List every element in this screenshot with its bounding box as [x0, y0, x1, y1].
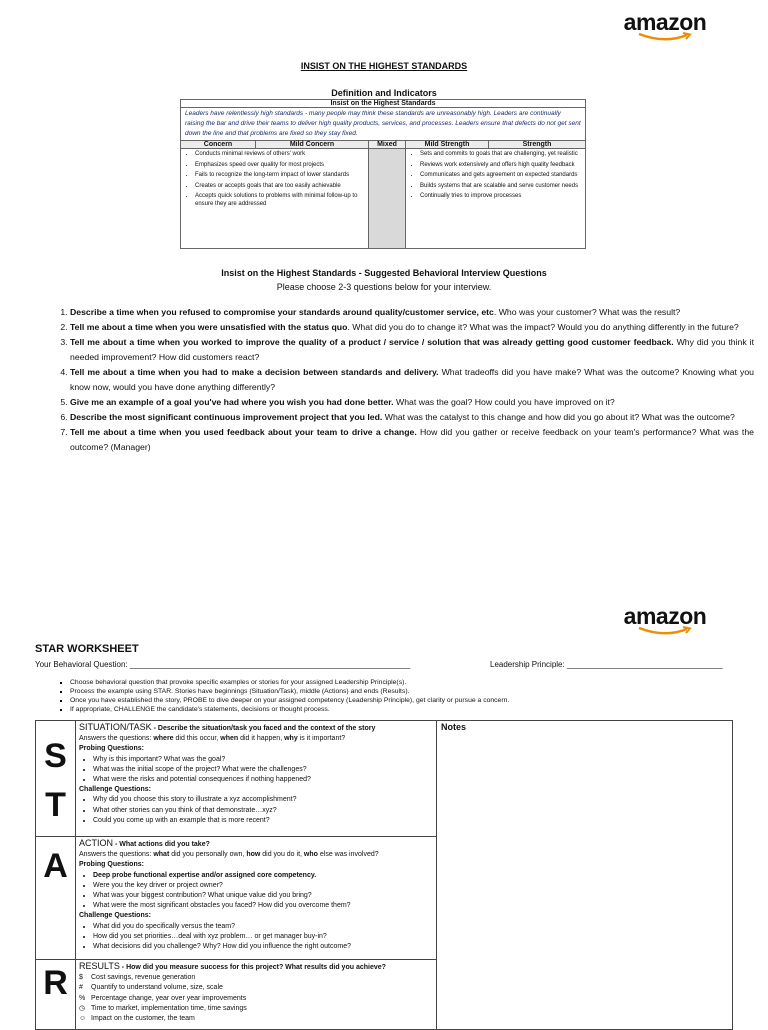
behavioral-question-line — [35, 660, 723, 669]
result-text: Cost savings, revenue generation — [91, 974, 196, 982]
amazon-logo — [620, 10, 710, 42]
amazon-logo-text: amazon — [623, 603, 707, 629]
list-item: • Why is this important? What was the goal? — [93, 755, 433, 765]
letter-a: A — [43, 847, 68, 885]
action-heading: ACTION — [79, 838, 114, 848]
amazon-logo — [620, 604, 710, 636]
question-bold: Give me an example of a goal you've had where you wish you had done better. — [70, 397, 394, 407]
letter-t: T — [45, 786, 66, 824]
result-item — [79, 973, 433, 983]
list-item: • Fails to recognize the long-term impact of lower standards — [195, 172, 366, 180]
strength-list — [408, 151, 583, 201]
question-bold: Tell me about a time when you had to make a decision between standards and delivery. — [70, 367, 439, 377]
clock-icon: ◷ — [79, 1004, 86, 1012]
question-bold: Describe a time when you refused to compromise your standards around quality/customer service, etc — [70, 307, 494, 317]
list-item: • Continually tries to improve processes — [420, 193, 583, 201]
probing-label: Probing Questions: — [79, 861, 144, 869]
result-text: Time to market, implementation time, time savings — [91, 1004, 247, 1012]
list-item: • What was your biggest contribution? What unique value did you bring? — [93, 891, 433, 901]
result-item — [79, 1004, 433, 1014]
letter-st-cell — [36, 721, 76, 837]
list-item: • What was the initial scope of the project? What were the challenges? — [93, 765, 433, 775]
probing-label: Probing Questions: — [79, 745, 144, 753]
probing-list — [79, 871, 433, 912]
result-item — [79, 983, 433, 993]
column-mixed: Mixed — [369, 141, 406, 149]
answers-text: else was involved? — [317, 851, 379, 859]
action-heading-desc: - What actions did you take? — [113, 841, 210, 848]
list-item: • Creates or accepts goals that are too easily achievable — [195, 183, 366, 191]
worksheet-title: STAR WORKSHEET — [35, 643, 139, 655]
percent-icon: % — [79, 994, 86, 1002]
page-title: INSIST ON THE HIGHEST STANDARDS — [300, 61, 468, 71]
results-heading-desc: - How did you measure success for this project? What results did you achieve? — [119, 964, 386, 971]
answers-text: did this occur, — [173, 735, 221, 743]
question-rest: How did you gather or receive feedback on your team's performance? What was the outcome? (Manager) — [70, 427, 754, 452]
list-item: • Were you the key driver or project owner? — [93, 881, 433, 891]
dollar-icon: $ — [79, 974, 83, 982]
instruction-list — [52, 678, 509, 714]
action-heading-line — [79, 838, 433, 850]
list-item: • What did you do specifically versus the team? — [93, 922, 433, 932]
hash-icon: # — [79, 984, 83, 992]
challenge-list — [79, 922, 433, 953]
questions-heading: Insist on the Highest Standards - Suggested Behavioral Interview Questions — [221, 268, 547, 278]
answers-text: did it happen, — [238, 735, 285, 743]
answers-keyword: how — [246, 851, 261, 859]
list-item: ▪ Once you have established the story, PROBE to dive deeper on your assigned competency (Leadership Principle), get clarity or pursue a concern. — [70, 696, 509, 705]
challenge-label: Challenge Questions: — [79, 786, 151, 794]
list-item: • What decisions did you challenge? Why? How did you influence the right outcome? — [93, 942, 433, 952]
result-item — [79, 994, 433, 1004]
list-item: • Sets and commits to goals that are challenging, yet realistic — [420, 151, 583, 159]
results-cell — [76, 960, 437, 1030]
questions-subheading: Please choose 2-3 questions below for your interview. — [276, 282, 492, 292]
answers-text: Answers the questions: — [79, 735, 154, 743]
result-item — [79, 1014, 433, 1024]
amazon-logo-text: amazon — [623, 9, 707, 35]
behavioral-question-label: Your Behavioral Question: _______________________________________________________________ — [35, 660, 411, 669]
notes-cell[interactable] — [437, 721, 733, 1030]
list-item — [70, 335, 754, 365]
column-strength: Strength — [489, 141, 586, 149]
list-item: • Conducts minimal reviews of others' work — [195, 151, 366, 159]
answers-text: is it important? — [297, 735, 346, 743]
result-text: Percentage change, year over year improvements — [91, 994, 247, 1002]
action-cell — [76, 837, 437, 960]
question-bold: Tell me about a time when you worked to improve the quality of a product / service / solution that was already getting good customer feedback. — [70, 337, 674, 347]
list-item: ▪ Process the example using STAR. Stories have beginnings (Situation/Task), middle (Actions) and ends (Results). — [70, 687, 509, 696]
list-item: • Deep probe functional expertise and/or assigned core competency. — [93, 871, 433, 881]
list-item: • Why did you choose this story to illustrate a xyz accomplishment? — [93, 795, 433, 805]
list-item: • Emphasizes speed over quality for most projects — [195, 162, 366, 170]
situation-heading-desc: - Describe the situation/task you faced and the context of the story — [151, 725, 376, 732]
results-heading-line — [79, 961, 433, 973]
definition-table — [180, 99, 586, 249]
situation-heading: SITUATION/TASK — [79, 722, 152, 732]
probing-list — [79, 755, 433, 786]
list-item — [70, 305, 754, 320]
list-item: • Reviews work extensively and offers high quality feedback — [420, 162, 583, 170]
answers-keyword: when — [220, 735, 239, 743]
answers-keyword: what — [153, 851, 170, 859]
result-text: Quantify to understand volume, size, scale — [91, 984, 223, 992]
list-item — [70, 395, 754, 410]
list-item: ▪ Choose behavioral question that provoke specific examples or stories for your assigned Leadership Principle(s). — [70, 678, 509, 687]
section-subtitle: Definition and Indicators — [331, 88, 437, 98]
question-bold: Tell me about a time when you were unsatisfied with the status quo — [70, 322, 348, 332]
situation-task-cell — [76, 721, 437, 837]
column-mild-strength: Mild Strength — [406, 141, 489, 149]
strength-cell — [406, 149, 586, 249]
question-rest: . What did you do to change it? What was the impact? Would you do anything differently in the future? — [347, 322, 739, 332]
list-item: • Accepts quick solutions to problems with minimal follow-up to ensure they are addressed — [195, 193, 366, 208]
smiley-icon: ☺ — [79, 1015, 87, 1023]
situation-heading-line — [79, 722, 433, 734]
leadership-principle-label: Leadership Principle: ___________________________________ — [490, 660, 723, 669]
question-rest: . Who was your customer? What was the result? — [493, 307, 681, 317]
list-item — [70, 425, 754, 455]
answers-text: did you personally own, — [169, 851, 247, 859]
answers-keyword: who — [303, 851, 318, 859]
column-concern: Concern — [181, 141, 256, 149]
list-item: • What other stories can you think of that demonstrate…xyz? — [93, 806, 433, 816]
challenge-list — [79, 795, 433, 826]
letter-a-cell — [36, 837, 76, 960]
list-item: • What were the most significant obstacles you faced? How did you overcome them? — [93, 901, 433, 911]
letter-r: R — [43, 964, 68, 1002]
list-item: • How did you set priorities…deal with xyz problem… or get manager buy-in? — [93, 932, 433, 942]
challenge-label: Challenge Questions: — [79, 912, 151, 920]
results-heading: RESULTS — [79, 961, 120, 971]
question-bold: Tell me about a time when you used feedback about your team to drive a change. — [70, 427, 417, 437]
answers-keyword: why — [284, 735, 298, 743]
list-item — [70, 320, 754, 335]
letter-s: S — [44, 737, 67, 775]
list-item: ▪ If appropriate, CHALLENGE the candidate's statements, decisions or thought process. — [70, 705, 509, 714]
question-bold: Describe the most significant continuous improvement project that you led. — [70, 412, 383, 422]
concern-cell — [181, 149, 369, 249]
list-item — [70, 365, 754, 395]
column-mild-concern: Mild Concern — [256, 141, 369, 149]
situation-answers — [79, 734, 433, 744]
list-item: • Communicates and gets agreement on expected standards — [420, 172, 583, 180]
question-rest: Why did you think it needed improvement? How did customers react? — [70, 337, 754, 362]
action-answers — [79, 850, 433, 860]
answers-text: did you do it, — [260, 851, 304, 859]
list-item — [70, 410, 754, 425]
mixed-cell — [369, 149, 406, 249]
concern-list — [183, 151, 366, 208]
question-rest: What was the catalyst to this change and how did you go about it? What was the outcome? — [382, 412, 735, 422]
list-item: • Builds systems that are scalable and serve customer needs — [420, 183, 583, 191]
question-list — [50, 305, 754, 455]
question-rest: What tradeoffs did you have make? What was the outcome? Knowing what you know now, would you have done anything differently? — [70, 367, 755, 392]
letter-r-cell — [36, 960, 76, 1030]
definition-text: Leaders have relentlessly high standards - many people may think these standards are unreasonably high. Leaders are continually raising the bar and drive their teams to deliver high quality products, services, and processes. Leaders ensure that defects do not get sent down the line and that problems are fixed so they stay fixed. — [181, 108, 586, 141]
answers-keyword: where — [153, 735, 174, 743]
question-rest: What was the goal? How could you have improved on it? — [393, 397, 615, 407]
answers-text: Answers the questions: — [79, 851, 154, 859]
result-text: Impact on the customer, the team — [91, 1015, 195, 1023]
star-table — [35, 720, 733, 1030]
notes-label: Notes — [441, 722, 467, 732]
list-item: • Could you come up with an example that is more recent? — [93, 816, 433, 826]
list-item: • What were the risks and potential consequences if nothing happened? — [93, 775, 433, 785]
table-title: Insist on the Highest Standards — [181, 100, 586, 108]
